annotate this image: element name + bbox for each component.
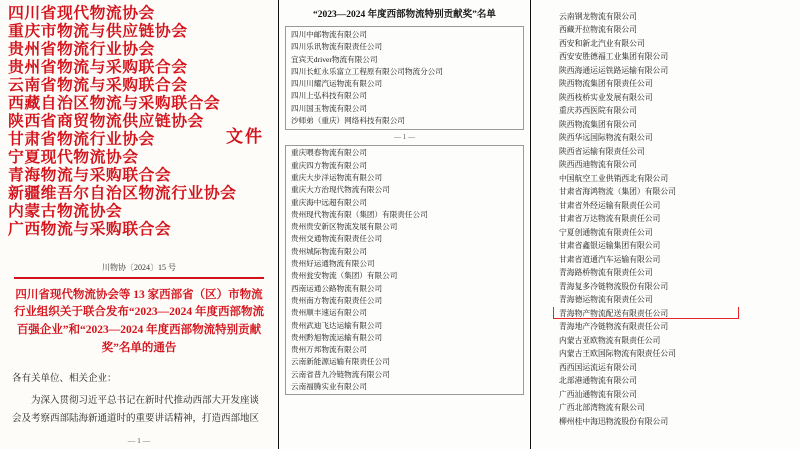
list-item: 青海德运物流有限责任公司 bbox=[559, 295, 653, 305]
list-item: 甘肃省外经运输有限责任公司 bbox=[559, 200, 661, 210]
list-item: 重庆四方物流有限公司 bbox=[291, 160, 367, 170]
highlighted-list-item bbox=[545, 307, 790, 320]
page-number: — 1 — bbox=[127, 436, 151, 445]
list-item: 贵州南方物流有限责任公司 bbox=[291, 295, 383, 305]
list-item: 贵州贵安新区物流发展有限公司 bbox=[291, 222, 398, 232]
list-item: 西西国运流运有限公司 bbox=[559, 362, 637, 372]
list-item: 贵州顺丰速运有限公司 bbox=[291, 308, 367, 318]
list-item: 贵州交通物流有限责任公司 bbox=[291, 234, 383, 244]
list-item: 四川上弘科技有限公司 bbox=[291, 91, 367, 101]
left-document-page bbox=[0, 0, 278, 449]
list-item: 陕西海通运运铁路运输有限公司 bbox=[559, 65, 669, 75]
list-item: 重庆大方治现代物流有限公司 bbox=[291, 185, 390, 195]
issuing-organization: 云南省物流与采购联合会 bbox=[8, 77, 188, 94]
list-item: 四川国玉物流有限公司 bbox=[291, 103, 367, 113]
issuing-organization: 四川省现代物流协会 bbox=[8, 5, 155, 22]
list-item: 宁夏创通物流有限责任公司 bbox=[559, 227, 653, 237]
list-item: 云南钢龙物流有限公司 bbox=[559, 12, 637, 21]
body-paragraph: 为深入贯彻习近平总书记在新时代推动西部大开发座谈会及考察西部陆海新通道时的重要讲话精神，打造西部地区 bbox=[12, 395, 260, 424]
list-item: 贵州城际物流有限公司 bbox=[291, 246, 367, 256]
list-item: 四川乐讯物流有限责任公司 bbox=[291, 42, 383, 52]
issuing-organization: 西藏自治区物流与采购联合会 bbox=[8, 95, 221, 112]
issuing-organization: 重庆市物流与供应链协会 bbox=[8, 23, 188, 40]
list-item: 云南福腾实业有限公司 bbox=[291, 382, 367, 392]
list-item: 广西汕通物流有限公司 bbox=[559, 389, 637, 399]
document-title: 四川省现代物流协会等 13 家西部省（区）市物流行业组织关于联合发布“2023—2024 年度西部物流百强企业”和“2023—2024 年度西部物流特别贡献奖”名单的通告 bbox=[13, 288, 265, 354]
entity-list-group-two bbox=[285, 145, 524, 395]
list-item: 西安和新北汽业有限公司 bbox=[559, 38, 645, 48]
list-item: 青海地产冷链物流有限责任公司 bbox=[559, 322, 669, 332]
list-item: 四川中邮物流有限公司 bbox=[291, 30, 367, 39]
list-item: 重庆喂春物流有限公司 bbox=[291, 148, 367, 158]
issuing-organization: 宁夏现代物流协会 bbox=[8, 149, 139, 166]
list-item: 北部港通物流有限公司 bbox=[559, 376, 637, 386]
issuing-organization: 贵州省物流与采购联合会 bbox=[8, 59, 188, 76]
list-item: 宜宾天driver物流有限公司 bbox=[291, 54, 378, 64]
issuing-organization: 新疆维吾尔自治区物流行业协会 bbox=[8, 185, 237, 202]
list-item: 陕西枝桥实业发展有限公司 bbox=[559, 92, 653, 102]
list-item: 甘肃省万达物流有限责任公司 bbox=[559, 214, 661, 224]
list-item: 甘肃省海鸿物流（集团）有限公司 bbox=[559, 187, 676, 197]
list-item: 西南运通公路物流有限公司 bbox=[291, 283, 383, 293]
list-item: 广西北部湾物流有限公司 bbox=[559, 403, 645, 413]
list-item: 重庆苏西医院有限公司 bbox=[559, 106, 637, 116]
list-item: 陕西物流集团有限责任公司 bbox=[559, 79, 653, 89]
issuing-organization: 甘肃省物流行业协会 bbox=[8, 131, 155, 148]
page-number: — 1 — bbox=[394, 133, 415, 142]
list-item: 云南新能源运输有限责任公司 bbox=[291, 357, 390, 367]
list-item: 甘肃省道通汽车运输有限公司 bbox=[559, 254, 661, 264]
list-item: 西安安胜德福工业集团有限公司 bbox=[559, 52, 669, 62]
right-document-page bbox=[530, 0, 800, 449]
issuing-organization: 广西物流与采购联合会 bbox=[8, 221, 172, 238]
list-item: 柳州桂中海迅物流股份有限公司 bbox=[559, 416, 669, 426]
document-body bbox=[8, 370, 270, 428]
list-item: 四川川耀汽运物流有限公司 bbox=[291, 79, 383, 89]
list-item: 贵州瓮安物流（集团）有限公司 bbox=[291, 271, 398, 281]
list-item: 中国航空工业供销西北有限公司 bbox=[559, 173, 669, 183]
document-stamp-label: 文件 bbox=[226, 127, 264, 146]
list-item: 重庆大步洋运物流有限公司 bbox=[291, 172, 383, 182]
list-item: 贵州武迪飞达运输有限公司 bbox=[291, 320, 383, 330]
issuing-organization: 贵州省物流行业协会 bbox=[8, 41, 155, 58]
list-item: 贵州黔旭物流运输有限公司 bbox=[291, 332, 383, 342]
list-item: 贵州好运通物流有限公司 bbox=[291, 259, 375, 269]
issuing-organization: 内蒙古物流协会 bbox=[8, 203, 123, 220]
list-item: 内蒙古亚欧物流有限责任公司 bbox=[559, 335, 661, 345]
list-item: 内蒙古王欧国际物流有限责任公司 bbox=[559, 349, 676, 359]
list-item: 贵州万邦物流有限公司 bbox=[291, 345, 367, 355]
list-item: 重庆海中远超有限公司 bbox=[291, 197, 367, 207]
list-item: 陕西华远国际物流有限公司 bbox=[559, 133, 653, 143]
list-item: 西藏开拉物流有限公司 bbox=[559, 25, 637, 35]
list-item: 云南省普九冷链物流有限公司 bbox=[291, 369, 390, 379]
list-item: 陕西西迪物流有限公司 bbox=[559, 160, 637, 170]
list-item: 甘肃省鑫银运输集团有限公司 bbox=[559, 241, 661, 251]
issuing-organization: 青海物流与采购联合会 bbox=[8, 167, 172, 184]
middle-document-page bbox=[278, 0, 530, 449]
list-item: 陕西物流集团有限公司 bbox=[559, 119, 637, 129]
list-item: 贵州现代物流有限（集团）有限责任公司 bbox=[291, 209, 428, 219]
list-item: 陕西省运输有限责任公司 bbox=[559, 146, 645, 156]
entity-list-group-one bbox=[285, 26, 524, 130]
list-item: 青海路桥物流有限责任公司 bbox=[559, 268, 653, 278]
list-title: “2023—2024 年度西部物流特别贡献奖”名单 bbox=[313, 10, 496, 20]
red-divider-rule bbox=[14, 277, 264, 279]
document-number: 川物协〔2024〕15 号 bbox=[102, 262, 176, 272]
list-item: 青海复多冷链物流股份有限公司 bbox=[559, 281, 669, 291]
issuing-organization: 陕西省商贸物流供应链协会 bbox=[8, 113, 204, 130]
list-item: 沙师弟（重庆）网络科技有限公司 bbox=[291, 116, 405, 126]
highlighted-entity-name: 青海物产物流配送有限责任公司 bbox=[559, 308, 669, 318]
body-paragraph: 各有关单位、相关企业： bbox=[12, 373, 117, 384]
list-item: 四川长虹永乐富立工程原有限公司物流分公司 bbox=[291, 66, 443, 76]
